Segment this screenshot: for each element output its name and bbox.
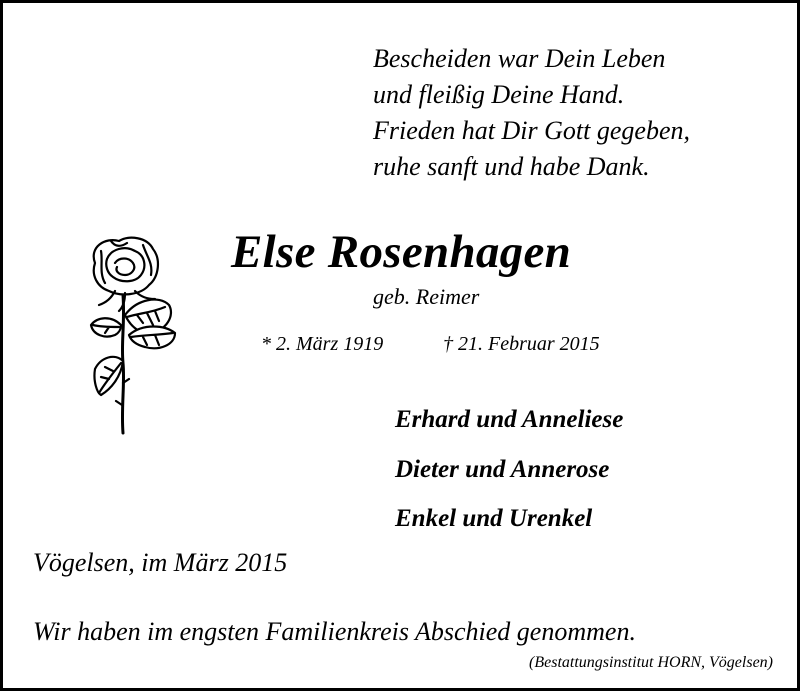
- mourner-line: Enkel und Urenkel: [395, 505, 593, 532]
- poem-line: Frieden hat Dir Gott gegeben,: [373, 116, 690, 145]
- poem-line: und fleißig Deine Hand.: [373, 80, 625, 109]
- death-date: † 21. Februar 2015: [443, 333, 600, 355]
- birth-name: geb. Reimer: [373, 284, 480, 309]
- place-date: Vögelsen, im März 2015: [33, 548, 288, 577]
- birth-date: * 2. März 1919: [261, 333, 384, 355]
- poem: [373, 41, 690, 185]
- undertaker-credit: (Bestattungsinstitut HORN, Vögelsen): [529, 654, 773, 671]
- poem-line: ruhe sanft und habe Dank.: [373, 152, 650, 181]
- mourner-line: Erhard und Anneliese: [395, 406, 624, 433]
- poem-line: Bescheiden war Dein Leben: [373, 44, 666, 73]
- deceased-name: Else Rosenhagen: [231, 226, 572, 278]
- farewell-note: Wir haben im engsten Familienkreis Abschied genommen.: [33, 617, 636, 646]
- rose-icon: [85, 233, 185, 438]
- mourner-line: Dieter und Annerose: [395, 456, 610, 483]
